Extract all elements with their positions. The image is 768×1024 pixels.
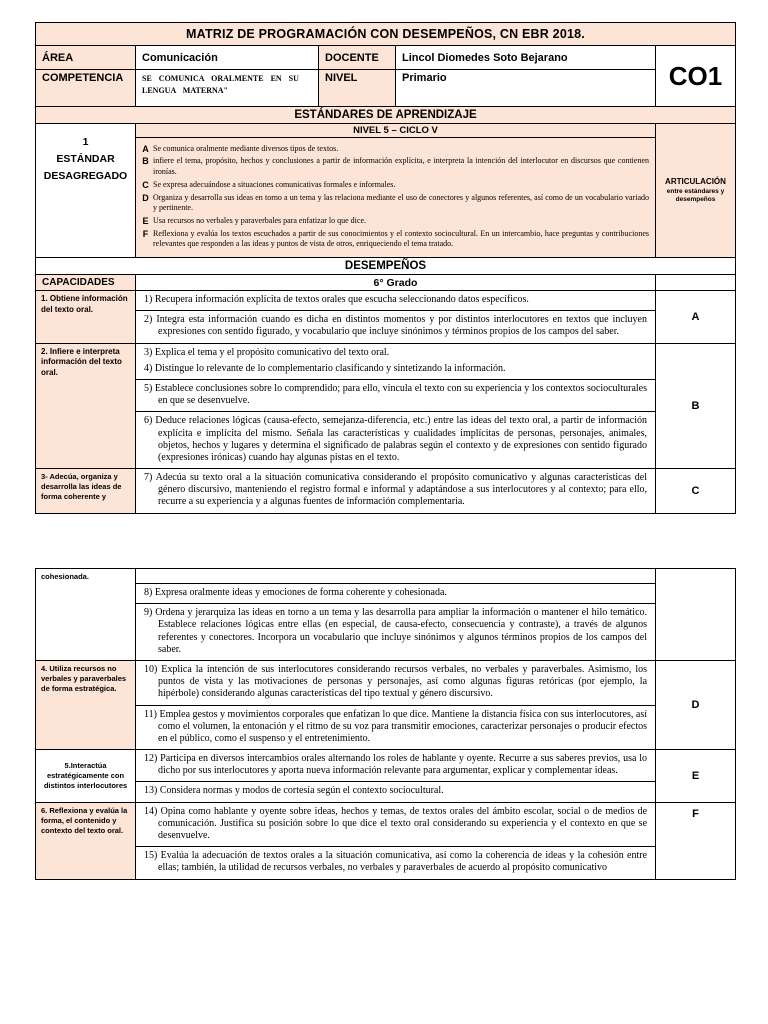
empty-cell [656, 569, 736, 661]
standard-letter: E [142, 215, 149, 226]
standard-letter: B [142, 156, 149, 167]
desempenos-cell [136, 291, 656, 344]
estandares-title: ESTÁNDARES DE APRENDIZAJE [36, 107, 736, 124]
competency-code: CO1 [656, 46, 736, 107]
articulacion-letter: C [656, 469, 736, 514]
capacidad-label: 6. Reflexiona y evalúa la forma, el contenido y contexto del texto oral. [36, 802, 136, 879]
desempeno-item-10: 10) Explica la intención de sus interlocutores considerando recursos verbales, no verbales y paraverbales. Asimismo, los puntos de vista y las motivaciones de personas y personajes, así como algunas figuras retóricas (por ejemplo, la hipérbole) considerando algunas características del tipo textual y género discursivo. [144, 663, 648, 700]
capacidad-label: 4. Utiliza recursos no verbales y paraverbales de forma estratégica. [36, 660, 136, 749]
desempeno-item-5: 5) Establece conclusiones sobre lo comprendido; para ello, vincula el texto con su experiencia y los contextos socioculturales en que se desenvuelve. [136, 379, 655, 411]
desempenos-cell [136, 604, 656, 661]
capacity-row-1 [36, 291, 736, 344]
capacidad-label: 5.Interactúa estratégicamente con distintos interlocutores [36, 750, 136, 803]
estandar-number: 1 [82, 136, 89, 148]
capacidad-label: 2. Infiere e interpreta información del texto oral. [36, 343, 136, 469]
articulacion-letter: A [656, 291, 736, 344]
standard-letter: F [142, 228, 149, 239]
articulacion-letter: B [656, 343, 736, 469]
matrix-table-page2 [35, 568, 736, 880]
standard-item-e [138, 216, 649, 226]
estandar-desagregado-label [36, 124, 136, 258]
area-label: ÁREA [36, 46, 136, 70]
capacity-row-4 [36, 660, 736, 749]
standard-text: Reflexiona y evalúa los textos escuchados a partir de sus conocimientos y el contexto sociocultural. En un intercambio, hace preguntas y contribuciones relevantes que responden a las ideas y puntos de vista de otros, enriqueciendo el tema tratado. [153, 228, 649, 249]
desempenos-cell [136, 802, 656, 879]
standard-letter: C [142, 179, 149, 190]
empty-cell [656, 275, 736, 291]
standard-item-d [138, 193, 649, 214]
standard-item-b [138, 156, 649, 177]
capacity-row-3-continuation [36, 569, 736, 584]
competencia-label: COMPETENCIA [36, 70, 136, 107]
estandar-word-2: DESAGREGADO [43, 169, 128, 182]
desempeno-item-2: 2) Integra esta información cuando es dicha en distintos momentos y por distintos interlocutores en textos que incluyen expresiones con sentido figurado, y vocabulario que incluye sinónimos y términos propios de los campos del saber. [136, 310, 655, 342]
estandar-word-1: ESTÁNDAR [56, 152, 115, 165]
desempeno-item-8: 8) Expresa oralmente ideas y emociones de forma coherente y cohesionada. [144, 587, 447, 598]
capacidades-header: CAPACIDADES [36, 275, 136, 291]
standard-text: Se expresa adecuándose a situaciones comunicativas formales e informales. [153, 179, 396, 189]
capacidad-label: 1. Obtiene información del texto oral. [36, 291, 136, 344]
standard-letter: A [142, 143, 149, 154]
desempenos-cell [136, 469, 656, 514]
articulacion-title: ARTICULACIÓN [665, 176, 726, 186]
nivel-ciclo-header: NIVEL 5 – CICLO V [136, 124, 656, 138]
articulacion-subtitle-2: desempeños [675, 196, 716, 203]
standard-item-c [138, 180, 649, 190]
docente-value: Lincol Diomedes Soto Bejarano [396, 46, 656, 70]
desempeno-item-14: 14) Opina como hablante y oyente sobre ideas, hechos y temas, de textos orales del ámbito escolar, social o de medios de comunicación. Justifica su posición sobre lo que dice el texto oral considerando su experiencia y el contexto en que se desenvuelve. [144, 805, 648, 841]
standard-item-f [138, 229, 649, 250]
articulacion-cell [656, 124, 736, 258]
nivel-value: Primario [396, 70, 656, 107]
matrix-table-page1 [35, 22, 736, 514]
desempeno-item-6: 6) Deduce relaciones lógicas (causa-efecto, semejanza-diferencia, etc.) entre las ideas del texto oral, a partir de información explícita e implícita del mismo. Señala las características y cualidades implícitas de personas, personajes, animales, objetos, hechos y lugares y determina el significado de palabras según el contexto y de expresiones con sentido figurado (expresiones irónicas) cuando hay algunas pistas en el texto. [136, 411, 655, 468]
capacity-row-2 [36, 343, 736, 469]
articulacion-subtitle-1: entre estándares y [666, 187, 725, 195]
doc-title: MATRIZ DE PROGRAMACIÓN CON DESEMPEÑOS, CN EBR 2018. [36, 23, 736, 46]
desempeno-item-1: 1) Recupera información explícita de textos orales que escucha seleccionando datos específicos. [144, 294, 529, 306]
capacity-row-6 [36, 802, 736, 879]
desempenos-title: DESEMPEÑOS [36, 258, 736, 275]
desempenos-cell [136, 343, 656, 469]
desempeno-item-3: 3) Explica el tema y el propósito comunicativo del texto oral. [144, 346, 390, 358]
desempenos-cell [136, 660, 656, 749]
desempeno-item-7: 7) Adecúa su texto oral a la situación comunicativa considerando el propósito comunicativo y algunas características del género discursivo, manteniendo el registro formal e informal y adaptándose a sus interlocutores y al contexto; para ello, recurre a su experiencia y a algunas fuentes de información complementaria. [144, 472, 647, 508]
grado-header: 6° Grado [136, 275, 656, 291]
desempenos-cell [136, 750, 656, 803]
standard-letter: D [142, 192, 149, 203]
desempeno-item-13: 13) Considera normas y modos de cortesía según el contexto sociocultural. [136, 781, 655, 801]
competencia-value: SE COMUNICA ORALMENTE EN SU LENGUA MATERNA" [136, 70, 319, 107]
standards-list [136, 138, 656, 258]
desempeno-item-4: 4) Distingue lo relevante de lo complementario clasificando y sintetizando la información. [144, 362, 506, 374]
standard-item-a [138, 144, 649, 154]
desempenos-cell [136, 584, 656, 604]
articulacion-letter: D [656, 660, 736, 749]
articulacion-letter: F [656, 802, 736, 879]
desempeno-item-9: 9) Ordena y jerarquiza las ideas en torno a un tema y las desarrolla para ampliar la información o mantener el hilo temático. Establece relaciones lógicas entre ellas (en especial, de causa-efecto, consecuencia y contraste), a través de algunos referentes y conectores. Incorpora un vocabulario que incluye sinónimos y algunos términos propios de los campos del saber. [144, 607, 648, 655]
capacity-row-3 [36, 469, 736, 514]
articulacion-letter: E [656, 750, 736, 803]
desempeno-item-11: 11) Emplea gestos y movimientos corporales que enfatizan lo que dice. Mantiene la distancia física con sus interlocutores, así como el volumen, la entonación y el ritmo de su voz para transmitir emociones, caracterizar personajes o producir efectos en el público, como el suspenso y el entretenimiento. [136, 705, 655, 750]
standard-text: Usa recursos no verbales y paraverbales para enfatizar lo que dice. [153, 215, 367, 225]
capacity-row-5 [36, 750, 736, 803]
standard-text: Organiza y desarrolla sus ideas en torno a un tema y las relaciona mediante el uso de conectores y algunos referentes, así como de un vocabulario variado y pertinente. [153, 192, 649, 212]
empty-strip [136, 569, 656, 584]
capacidad-continuation-label: cohesionada. [36, 569, 136, 661]
desempeno-item-12: 12) Participa en diversos intercambios orales alternando los roles de hablante y oyente. Recurre a sus saberes previos, usa lo dicho por sus interlocutores y aporta nueva información relevante para argumentar, explicar y complementar ideas. [144, 753, 648, 777]
capacidad-label: 3- Adecúa, organiza y desarrolla las ideas de forma coherente y [36, 469, 136, 514]
area-value: Comunicación [136, 46, 319, 70]
docente-label: DOCENTE [319, 46, 396, 70]
desempeno-item-15: 15) Evalúa la adecuación de textos orales a la situación comunicativa, así como la coherencia de ideas y la cohesión entre ellas; también, la utilidad de recursos verbales, no verbales y paraverbales de acuerdo al propósito comunicativo [136, 846, 655, 878]
standard-text: Se comunica oralmente mediante diversos tipos de textos. [153, 143, 339, 153]
nivel-label: NIVEL [319, 70, 396, 107]
standard-text: infiere el tema, propósito, hechos y conclusiones a partir de información explícita, e interpreta la intención del interlocutor en discursos que contienen ironías. [153, 156, 649, 176]
